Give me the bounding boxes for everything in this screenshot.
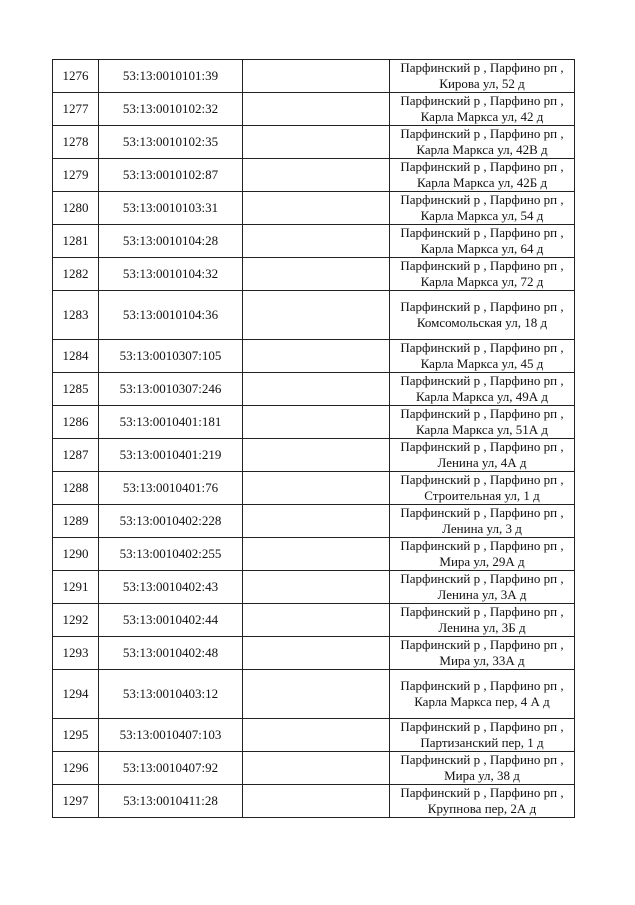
row-number-cell: 1277	[53, 93, 99, 126]
address-line-street: Карла Маркса ул, 49А д	[415, 389, 549, 404]
cadastral-number-cell: 53:13:0010102:32	[99, 93, 243, 126]
cadastral-number-cell: 53:13:0010307:246	[99, 373, 243, 406]
address-cell	[390, 340, 575, 373]
table-row	[53, 571, 575, 604]
empty-cell	[243, 439, 390, 472]
address-line-district: Парфинский р , Парфино рп ,	[400, 299, 564, 314]
table-row	[53, 126, 575, 159]
empty-cell	[243, 373, 390, 406]
empty-cell	[243, 60, 390, 93]
row-number-cell: 1284	[53, 340, 99, 373]
table-row	[53, 538, 575, 571]
address-line-district: Парфинский р , Парфино рп ,	[400, 340, 564, 355]
address-line-district: Парфинский р , Парфино рп ,	[400, 60, 564, 75]
row-number-cell: 1293	[53, 637, 99, 670]
cadastral-number-cell: 53:13:0010411:28	[99, 785, 243, 818]
address-cell	[390, 93, 575, 126]
cadastral-number-cell: 53:13:0010401:181	[99, 406, 243, 439]
address-cell	[390, 60, 575, 93]
address-line-district: Парфинский р , Парфино рп ,	[400, 604, 564, 619]
empty-cell	[243, 159, 390, 192]
address-line-street: Комсомольская ул, 18 д	[416, 315, 548, 330]
table-row	[53, 472, 575, 505]
row-number-cell: 1276	[53, 60, 99, 93]
address-line-street: Ленина ул, 3 д	[442, 521, 522, 536]
cadastral-number-cell: 53:13:0010402:228	[99, 505, 243, 538]
empty-cell	[243, 670, 390, 719]
address-line-district: Парфинский р , Парфино рп ,	[400, 678, 564, 693]
table-body	[53, 60, 575, 818]
address-line-district: Парфинский р , Парфино рп ,	[400, 159, 564, 174]
row-number-cell: 1287	[53, 439, 99, 472]
address-line-street: Ленина ул, 3А д	[437, 587, 527, 602]
empty-cell	[243, 505, 390, 538]
address-line-street: Мира ул, 29А д	[439, 554, 525, 569]
empty-cell	[243, 291, 390, 340]
table-row	[53, 340, 575, 373]
empty-cell	[243, 258, 390, 291]
row-number-cell: 1291	[53, 571, 99, 604]
row-number-cell: 1286	[53, 406, 99, 439]
address-line-street: Партизанский пер, 1 д	[420, 735, 544, 750]
cadastral-number-cell: 53:13:0010401:219	[99, 439, 243, 472]
cadastral-number-cell: 53:13:0010102:87	[99, 159, 243, 192]
address-line-district: Парфинский р , Парфино рп ,	[400, 93, 564, 108]
row-number-cell: 1294	[53, 670, 99, 719]
empty-cell	[243, 93, 390, 126]
address-cell	[390, 719, 575, 752]
empty-cell	[243, 538, 390, 571]
address-line-street: Карла Маркса ул, 51А д	[415, 422, 549, 437]
cadastral-number-cell: 53:13:0010102:35	[99, 126, 243, 159]
empty-cell	[243, 406, 390, 439]
table-row	[53, 637, 575, 670]
address-line-district: Парфинский р , Парфино рп ,	[400, 439, 564, 454]
table-row	[53, 406, 575, 439]
table-row	[53, 439, 575, 472]
address-cell	[390, 159, 575, 192]
address-line-district: Парфинский р , Парфино рп ,	[400, 752, 564, 767]
empty-cell	[243, 785, 390, 818]
table-row	[53, 670, 575, 719]
cadastral-number-cell: 53:13:0010103:31	[99, 192, 243, 225]
table-row	[53, 719, 575, 752]
address-cell	[390, 538, 575, 571]
address-line-street: Карла Маркса пер, 4 А д	[414, 694, 550, 709]
empty-cell	[243, 637, 390, 670]
row-number-cell: 1290	[53, 538, 99, 571]
address-cell	[390, 258, 575, 291]
cadastral-number-cell: 53:13:0010104:28	[99, 225, 243, 258]
address-cell	[390, 225, 575, 258]
address-line-street: Кирова ул, 52 д	[439, 76, 525, 91]
address-line-district: Парфинский р , Парфино рп ,	[400, 538, 564, 553]
address-cell	[390, 439, 575, 472]
row-number-cell: 1282	[53, 258, 99, 291]
empty-cell	[243, 472, 390, 505]
row-number-cell: 1297	[53, 785, 99, 818]
address-cell	[390, 192, 575, 225]
address-cell	[390, 637, 575, 670]
row-number-cell: 1285	[53, 373, 99, 406]
row-number-cell: 1283	[53, 291, 99, 340]
row-number-cell: 1292	[53, 604, 99, 637]
table-row	[53, 785, 575, 818]
cadastral-number-cell: 53:13:0010104:36	[99, 291, 243, 340]
address-line-street: Карла Маркса ул, 64 д	[420, 241, 544, 256]
table-row	[53, 192, 575, 225]
address-line-street: Карла Маркса ул, 72 д	[420, 274, 544, 289]
address-line-district: Парфинский р , Парфино рп ,	[400, 505, 564, 520]
address-line-street: Карла Маркса ул, 42 д	[420, 109, 544, 124]
address-cell	[390, 571, 575, 604]
table-row	[53, 604, 575, 637]
address-line-district: Парфинский р , Парфино рп ,	[400, 373, 564, 388]
empty-cell	[243, 604, 390, 637]
address-line-street: Карла Маркса ул, 42Б д	[416, 175, 548, 190]
address-line-street: Карла Маркса ул, 54 д	[420, 208, 544, 223]
empty-cell	[243, 752, 390, 785]
cadastral-number-cell: 53:13:0010407:92	[99, 752, 243, 785]
cadastral-number-cell: 53:13:0010401:76	[99, 472, 243, 505]
address-cell	[390, 126, 575, 159]
table-row	[53, 291, 575, 340]
address-cell	[390, 785, 575, 818]
address-line-street: Строительная ул, 1 д	[424, 488, 540, 503]
address-line-district: Парфинский р , Парфино рп ,	[400, 719, 564, 734]
cadastral-number-cell: 53:13:0010402:255	[99, 538, 243, 571]
address-line-district: Парфинский р , Парфино рп ,	[400, 126, 564, 141]
address-line-street: Ленина ул, 4А д	[437, 455, 527, 470]
address-line-street: Карла Маркса ул, 42В д	[416, 142, 548, 157]
address-line-district: Парфинский р , Парфино рп ,	[400, 571, 564, 586]
address-line-district: Парфинский р , Парфино рп ,	[400, 406, 564, 421]
row-number-cell: 1288	[53, 472, 99, 505]
cadastral-number-cell: 53:13:0010403:12	[99, 670, 243, 719]
address-cell	[390, 752, 575, 785]
address-cell	[390, 604, 575, 637]
row-number-cell: 1295	[53, 719, 99, 752]
table-row	[53, 373, 575, 406]
row-number-cell: 1279	[53, 159, 99, 192]
cadastral-number-cell: 53:13:0010402:43	[99, 571, 243, 604]
address-line-street: Крупнова пер, 2А д	[427, 801, 537, 816]
cadastral-number-cell: 53:13:0010407:103	[99, 719, 243, 752]
table-row	[53, 60, 575, 93]
address-line-district: Парфинский р , Парфино рп ,	[400, 637, 564, 652]
address-cell	[390, 472, 575, 505]
address-cell	[390, 670, 575, 719]
cadastral-number-cell: 53:13:0010307:105	[99, 340, 243, 373]
property-register-table	[52, 59, 575, 818]
empty-cell	[243, 571, 390, 604]
address-line-district: Парфинский р , Парфино рп ,	[400, 785, 564, 800]
row-number-cell: 1281	[53, 225, 99, 258]
row-number-cell: 1296	[53, 752, 99, 785]
address-cell	[390, 505, 575, 538]
address-cell	[390, 291, 575, 340]
empty-cell	[243, 225, 390, 258]
address-line-street: Мира ул, 38 д	[444, 768, 520, 783]
address-line-street: Карла Маркса ул, 45 д	[420, 356, 544, 371]
address-cell	[390, 373, 575, 406]
table-row	[53, 93, 575, 126]
empty-cell	[243, 126, 390, 159]
empty-cell	[243, 719, 390, 752]
cadastral-number-cell: 53:13:0010101:39	[99, 60, 243, 93]
cadastral-number-cell: 53:13:0010402:44	[99, 604, 243, 637]
cadastral-number-cell: 53:13:0010402:48	[99, 637, 243, 670]
row-number-cell: 1289	[53, 505, 99, 538]
row-number-cell: 1278	[53, 126, 99, 159]
address-line-street: Мира ул, 33А д	[439, 653, 525, 668]
row-number-cell: 1280	[53, 192, 99, 225]
table-row	[53, 159, 575, 192]
table-row	[53, 752, 575, 785]
address-line-district: Парфинский р , Парфино рп ,	[400, 192, 564, 207]
empty-cell	[243, 192, 390, 225]
address-line-district: Парфинский р , Парфино рп ,	[400, 258, 564, 273]
address-line-district: Парфинский р , Парфино рп ,	[400, 225, 564, 240]
table-row	[53, 258, 575, 291]
address-cell	[390, 406, 575, 439]
empty-cell	[243, 340, 390, 373]
table-row	[53, 505, 575, 538]
table-row	[53, 225, 575, 258]
address-line-district: Парфинский р , Парфино рп ,	[400, 472, 564, 487]
address-line-street: Ленина ул, 3Б д	[438, 620, 526, 635]
cadastral-number-cell: 53:13:0010104:32	[99, 258, 243, 291]
